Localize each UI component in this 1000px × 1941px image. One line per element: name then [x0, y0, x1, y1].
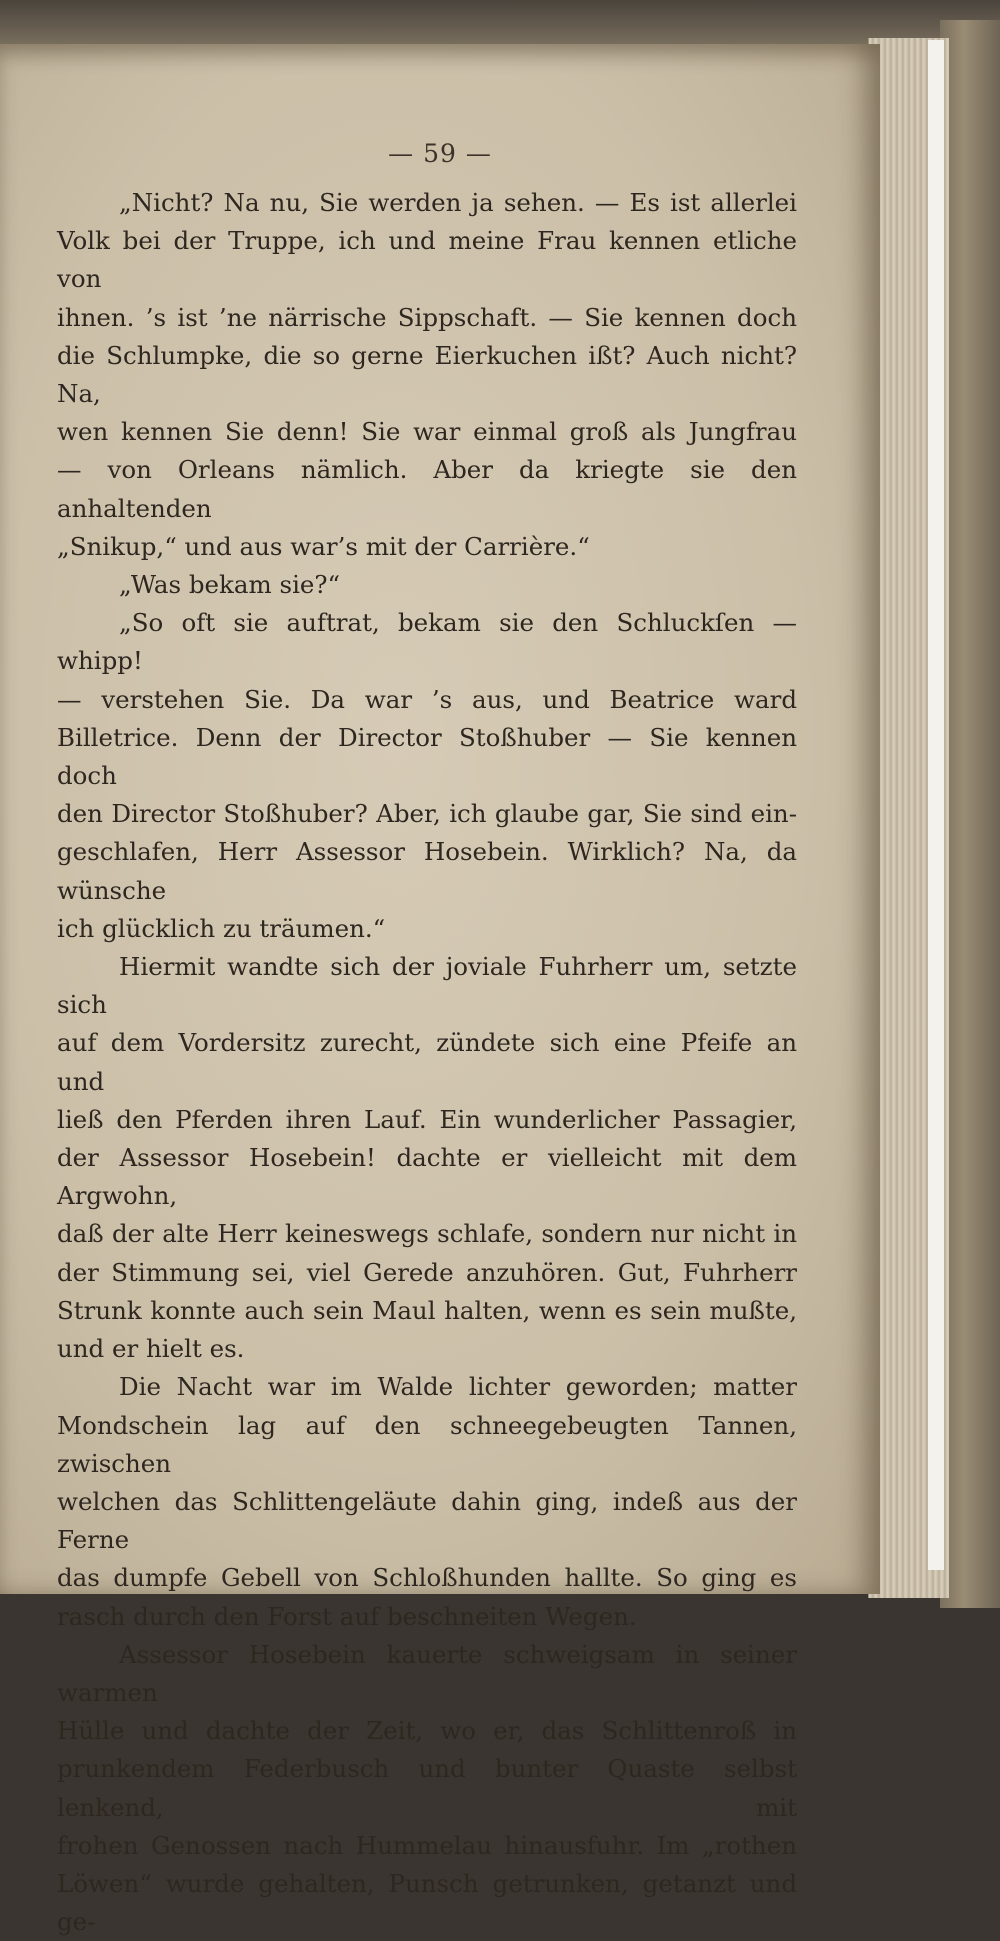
text-line: den Director Stoßhuber? Aber, ich glaube gar, Sie sind ein-	[57, 799, 797, 829]
text-line: Mondschein lag auf den schneegebeugten Tannen, zwischen	[57, 1410, 797, 1478]
text-line: Volk bei der Truppe, ich und meine Frau kennen etliche von	[57, 226, 797, 294]
text-line: Die Nacht war im Walde lichter geworden; matter	[119, 1372, 797, 1402]
text-line: ihnen. ’s ist ’ne närrische Sippschaft. — Sie kennen doch	[57, 302, 797, 332]
book-cover	[940, 20, 1000, 1608]
text-line: der Assessor Hosebein! dachte er vielleicht mit dem Argwohn,	[57, 1143, 797, 1211]
text-line: „Snikup,“ und aus war’s mit der Carrière.“	[57, 531, 590, 561]
text-line: auf dem Vordersitz zurecht, zündete sich eine Pfeife an und	[57, 1028, 797, 1096]
text-line: Billetrice. Denn der Director Stoßhuber — Sie kennen doch	[57, 722, 797, 791]
text-line: und er hielt es.	[57, 1334, 245, 1364]
text-line: Strunk konnte auch sein Maul halten, wenn es sein mußte,	[57, 1295, 797, 1325]
page-text	[57, 184, 797, 1941]
text-line: — verstehen Sie. Da war ’s aus, und Beatrice ward	[57, 684, 797, 714]
text-line: Assessor Hosebein kauerte schweigsam in seiner warmen	[57, 1639, 797, 1707]
text-line: „Nicht? Na nu, Sie werden ja sehen. — Es ist allerlei	[119, 188, 797, 217]
page-number: — 59 —	[388, 139, 492, 168]
text-line: prunkendem Federbusch und bunter Quaste selbst lenkend, mit	[57, 1754, 797, 1822]
text-line: „Was bekam sie?“	[119, 570, 341, 600]
text-line: das dumpfe Gebell von Schloßhunden hallte. So ging es	[57, 1563, 797, 1593]
text-line: die Schlumpke, die so gerne Eierkuchen ißt? Auch nicht? Na,	[57, 340, 797, 409]
text-line: rasch durch den Forst auf beschneiten Wegen.	[57, 1601, 637, 1631]
text-line: geschlafen, Herr Assessor Hosebein. Wirklich? Na, da wünsche	[57, 837, 797, 905]
text-line: „So oft sie auftrat, bekam sie den Schluckſen — whipp!	[57, 608, 797, 676]
text-line: Löwen“ wurde gehalten, Punsch getrunken, getanzt und ge-	[57, 1868, 797, 1937]
text-line: ich glücklich zu träumen.“	[57, 913, 386, 943]
text-line: wen kennen Sie denn! Sie war einmal groß als Jungfrau	[57, 417, 797, 447]
text-line: — von Orleans nämlich. Aber da kriegte sie den anhaltenden	[57, 455, 797, 523]
text-line: der Stimmung sei, viel Gerede anzuhören. Gut, Fuhrherr	[57, 1257, 797, 1287]
page-stack-inner	[928, 40, 944, 1570]
text-line: ließ den Pferden ihren Lauf. Ein wunderlicher Passagier,	[57, 1104, 797, 1134]
text-line: daß der alte Herr keineswegs schlafe, sondern nur nicht in	[57, 1219, 797, 1249]
book-page	[0, 44, 880, 1937]
text-line: Hiermit wandte sich der joviale Fuhrherr um, setzte sich	[57, 952, 797, 1020]
text-line: Hülle und dachte der Zeit, wo er, das Schlittenroß in	[57, 1716, 797, 1746]
text-line: frohen Genossen nach Hummelau hinausfuhr. Im „rothen	[57, 1830, 797, 1860]
text-line: welchen das Schlittengeläute dahin ging, indeß aus der Ferne	[57, 1486, 797, 1555]
